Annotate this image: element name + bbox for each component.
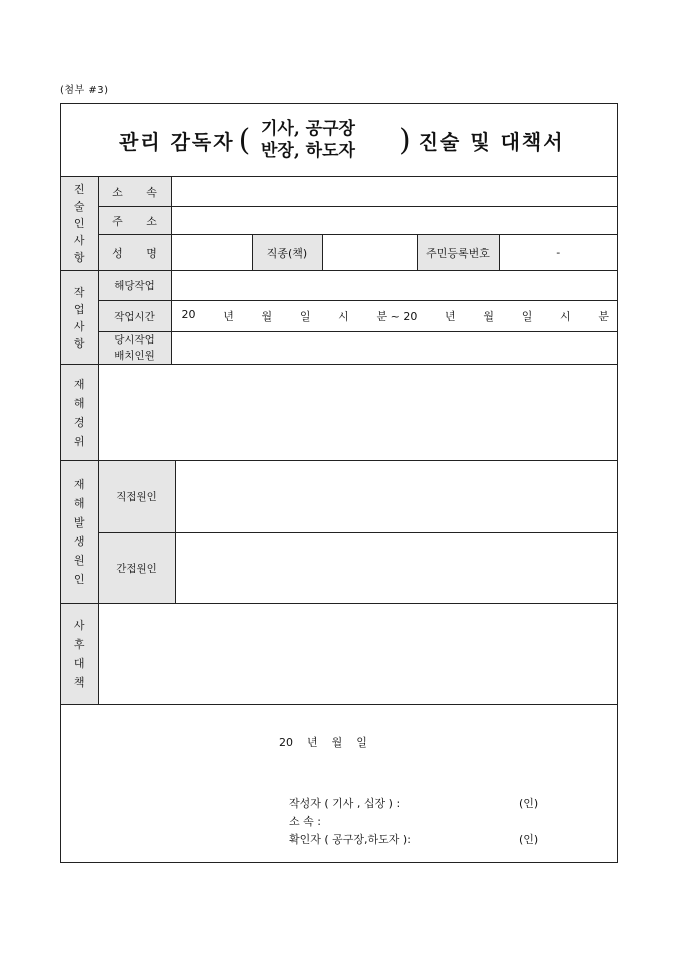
form-table [61,176,617,705]
job-title-input[interactable] [322,235,417,271]
section-follow-up: 사 후 대 책 [61,604,98,705]
address-label: 주 소 [98,207,171,235]
date-line: 20 년 월 일 [279,736,367,749]
affiliation-input[interactable] [171,177,617,207]
assigned-workers-input[interactable] [171,332,617,365]
job-title-label: 직종(책) [252,235,322,271]
title-paren-open: ( [238,122,253,158]
writer-seal[interactable]: (인) [519,797,539,810]
resident-number-input[interactable]: - [499,235,617,271]
attachment-label: (첨부 #3) [60,85,109,96]
name-input[interactable] [171,235,252,271]
assigned-workers-label: 당시작업 배치인원 [98,332,171,365]
relevant-work-input[interactable] [171,271,617,301]
indirect-cause-input[interactable] [175,533,617,604]
section-work-matters: 작 업 사 항 [61,271,98,365]
footer-affiliation-label: 소 속 : [289,815,321,828]
work-time-label: 작업시간 [98,301,171,332]
address-input[interactable] [171,207,617,235]
confirmer-label: 확인자 ( 공구장,하도자 ): [289,833,411,846]
section-statement-person: 진 술 인 사 항 [61,177,98,271]
confirmer-seal[interactable]: (인) [519,833,539,846]
title-paren-close: ) [399,122,413,158]
resident-number-label: 주민등록번호 [417,235,499,271]
section-disaster-process: 재 해 경 위 [61,365,98,461]
disaster-process-input[interactable] [98,365,617,461]
section-disaster-cause: 재 해 발 생 원 인 [61,461,98,604]
writer-label: 작성자 ( 기사 , 십장 ) : [289,797,401,810]
work-time-input[interactable]: 20 년 월 일 시 분 ~ 20 년 월 일 시 분 [171,301,617,332]
form-title [61,104,617,177]
relevant-work-label: 해당작업 [98,271,171,301]
affiliation-label: 소 속 [98,177,171,207]
name-label: 성 명 [98,235,171,271]
direct-cause-input[interactable] [175,461,617,533]
title-roles-line2: 반장, 하도자 [261,141,355,161]
title-roles-line1: 기사, 공구장 [261,119,355,139]
direct-cause-label: 직접원인 [98,461,175,533]
signature-area [61,714,617,862]
statement-form [60,103,618,863]
title-tail: 진술 및 대책서 [418,129,565,154]
title-main: 관리 감독자 [119,129,235,154]
follow-up-input[interactable] [98,604,617,705]
indirect-cause-label: 간접원인 [98,533,175,604]
